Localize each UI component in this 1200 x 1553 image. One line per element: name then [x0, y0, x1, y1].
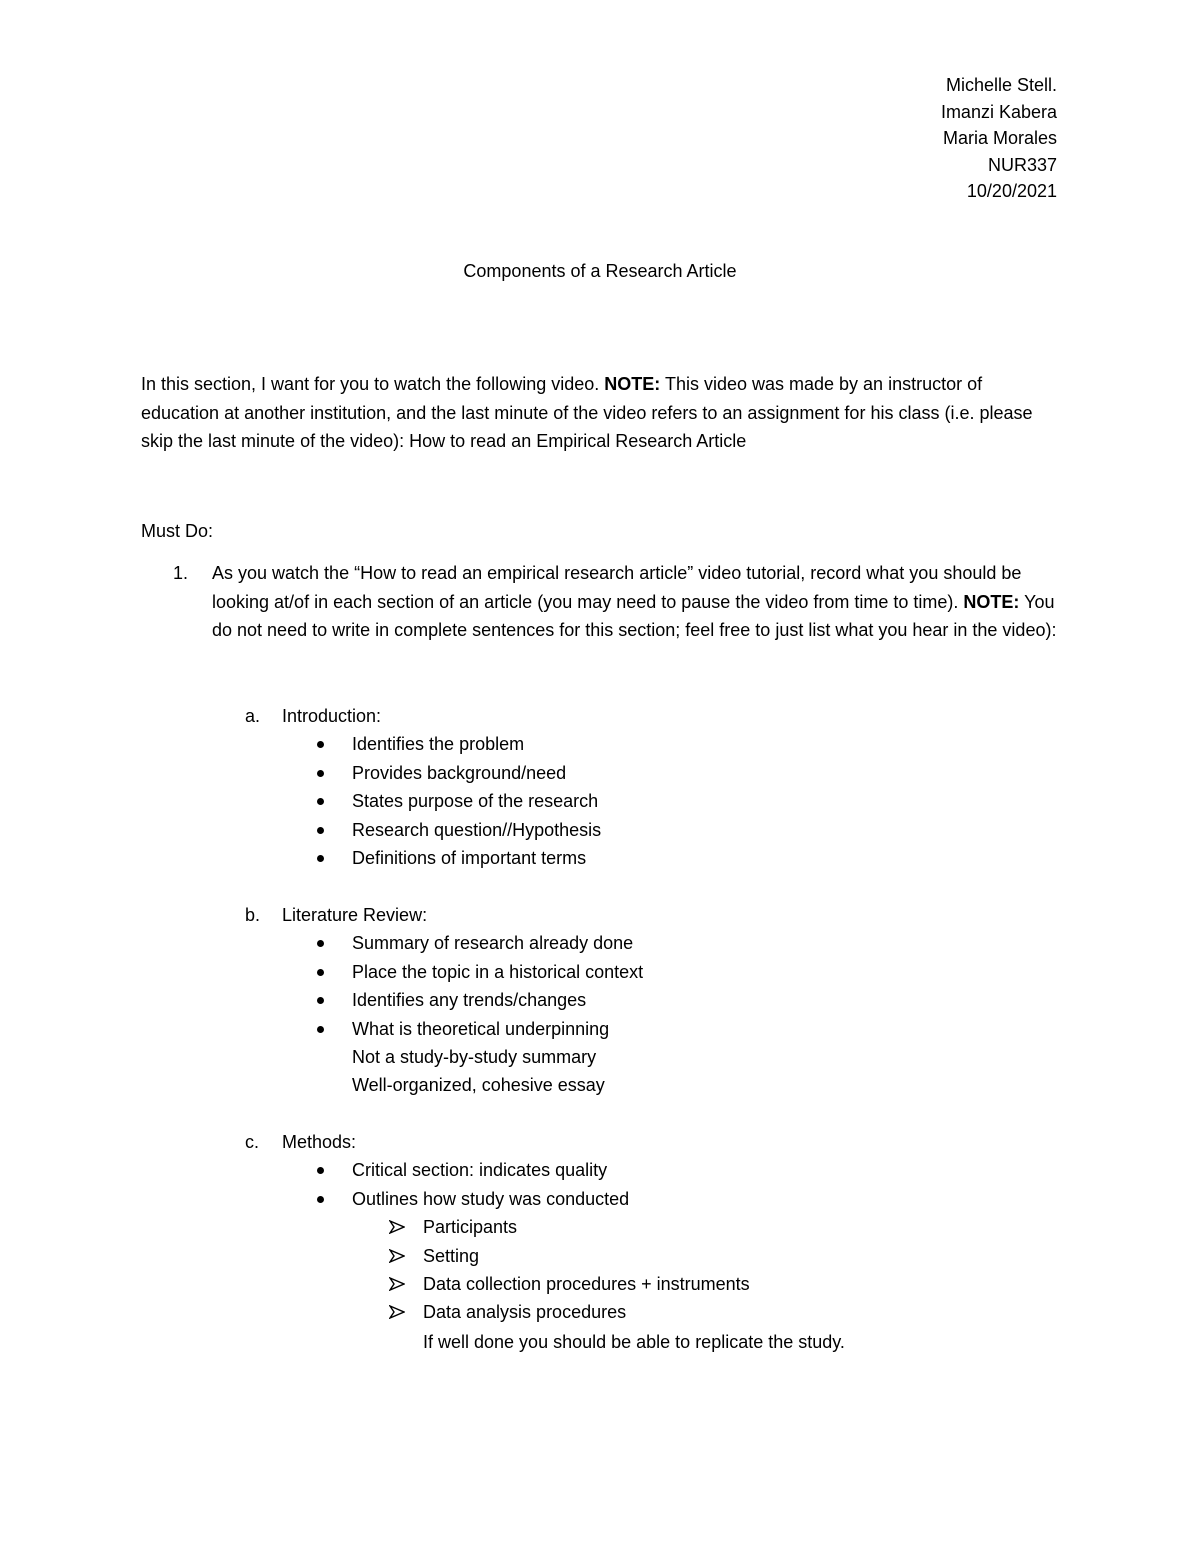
bullet-icon	[317, 997, 324, 1004]
bullet-icon	[317, 770, 324, 777]
list-item	[141, 730, 601, 758]
list-item-text: Place the topic in a historical context	[352, 961, 644, 982]
list-item-text: Research question//Hypothesis	[352, 819, 602, 840]
list-item-text: Identifies any trends/changes	[352, 990, 587, 1011]
bullet-icon	[317, 798, 324, 805]
list-item	[141, 1015, 643, 1043]
section-letter: a.	[245, 706, 261, 726]
course-code: NUR337	[987, 154, 1057, 175]
intro-text: This video was made by an instructor of education at another institution, and the last minute of the video refers to an assignment for his class (i.e. please skip the last minute of the video): How to read an Empirical Research Article	[141, 374, 1033, 451]
list-item	[141, 986, 643, 1014]
task-text-part: As you watch the “How to read an empirical research article” video tutorial, record what you should be looking at/of in each section of an article (you may need to pause the video from time to time).	[212, 563, 1022, 612]
arrowhead-bullet-icon	[389, 1277, 405, 1291]
task-number: 1.	[173, 563, 189, 583]
bullet-icon	[317, 1196, 324, 1203]
arrowhead-bullet-icon	[389, 1249, 405, 1263]
list-item	[141, 759, 601, 787]
list-item	[141, 844, 601, 872]
sub-list-item	[141, 1270, 845, 1298]
note-line: Well-organized, cohesive essay	[352, 1075, 605, 1096]
list-item-text: States purpose of the research	[352, 791, 599, 812]
sub-list-item-text: Data analysis procedures	[423, 1302, 627, 1323]
sub-list-item-text: Setting	[423, 1245, 480, 1266]
section-title: Introduction:	[282, 706, 382, 726]
list-item-text: Provides background/need	[352, 762, 567, 783]
author-name: Imanzi Kabera	[940, 101, 1057, 122]
section-letter: b.	[245, 905, 261, 925]
note-line: Not a study-by-study summary	[352, 1046, 597, 1067]
author-name: Michelle Stell.	[945, 75, 1057, 95]
sub-list-item-text: Participants	[423, 1217, 518, 1238]
sub-list-item-text: Data collection procedures + instruments	[423, 1273, 750, 1294]
note-label: NOTE:	[604, 374, 661, 394]
must-do-heading: Must Do:	[141, 521, 214, 541]
bullet-icon	[317, 940, 324, 947]
bullet-icon	[317, 855, 324, 862]
section-letter: c.	[245, 1132, 260, 1152]
intro-paragraph	[141, 370, 1061, 456]
bullet-icon	[317, 1026, 324, 1033]
intro-text: In this section, I want for you to watch the following video.	[141, 374, 600, 394]
task-text-part: You do not need to write in complete sentences for this section; feel free to just list what you hear in the video):	[212, 591, 1057, 640]
task-text	[212, 559, 1062, 645]
list-item-text: Outlines how study was conducted	[352, 1188, 630, 1209]
arrowhead-bullet-icon	[389, 1220, 405, 1234]
list-item	[141, 787, 601, 815]
bullet-list	[141, 730, 601, 872]
list-item-text: Definitions of important terms	[352, 847, 587, 868]
bullet-icon	[317, 1167, 324, 1174]
closing-line: If well done you should be able to replicate the study.	[423, 1331, 845, 1352]
list-item	[141, 1185, 845, 1213]
list-item	[141, 958, 643, 986]
bullet-icon	[317, 741, 324, 748]
arrowhead-bullet-icon	[389, 1305, 405, 1319]
list-item	[141, 929, 643, 957]
document-date: 10/20/2021	[966, 181, 1057, 201]
bullet-icon	[317, 969, 324, 976]
document-title: Components of a Research Article	[463, 261, 737, 281]
list-item-text: Critical section: indicates quality	[352, 1160, 608, 1181]
bullet-icon	[317, 827, 324, 834]
bullet-list	[141, 1156, 845, 1356]
list-item	[141, 816, 601, 844]
bullet-list	[141, 929, 643, 1099]
sub-list-item	[141, 1242, 845, 1270]
list-item-text: Identifies the problem	[352, 734, 525, 755]
list-item-text: Summary of research already done	[352, 933, 634, 954]
section-title: Literature Review:	[282, 905, 428, 925]
list-item	[141, 1156, 845, 1184]
sub-list-item	[141, 1298, 845, 1326]
list-item-text: What is theoretical underpinning	[352, 1018, 610, 1039]
sub-bullet-list	[141, 1213, 845, 1357]
section-title: Methods:	[282, 1132, 357, 1152]
author-header	[941, 72, 1057, 205]
note-label: NOTE:	[963, 591, 1020, 612]
author-name: Maria Morales	[942, 128, 1057, 148]
sub-list-item	[141, 1213, 845, 1241]
